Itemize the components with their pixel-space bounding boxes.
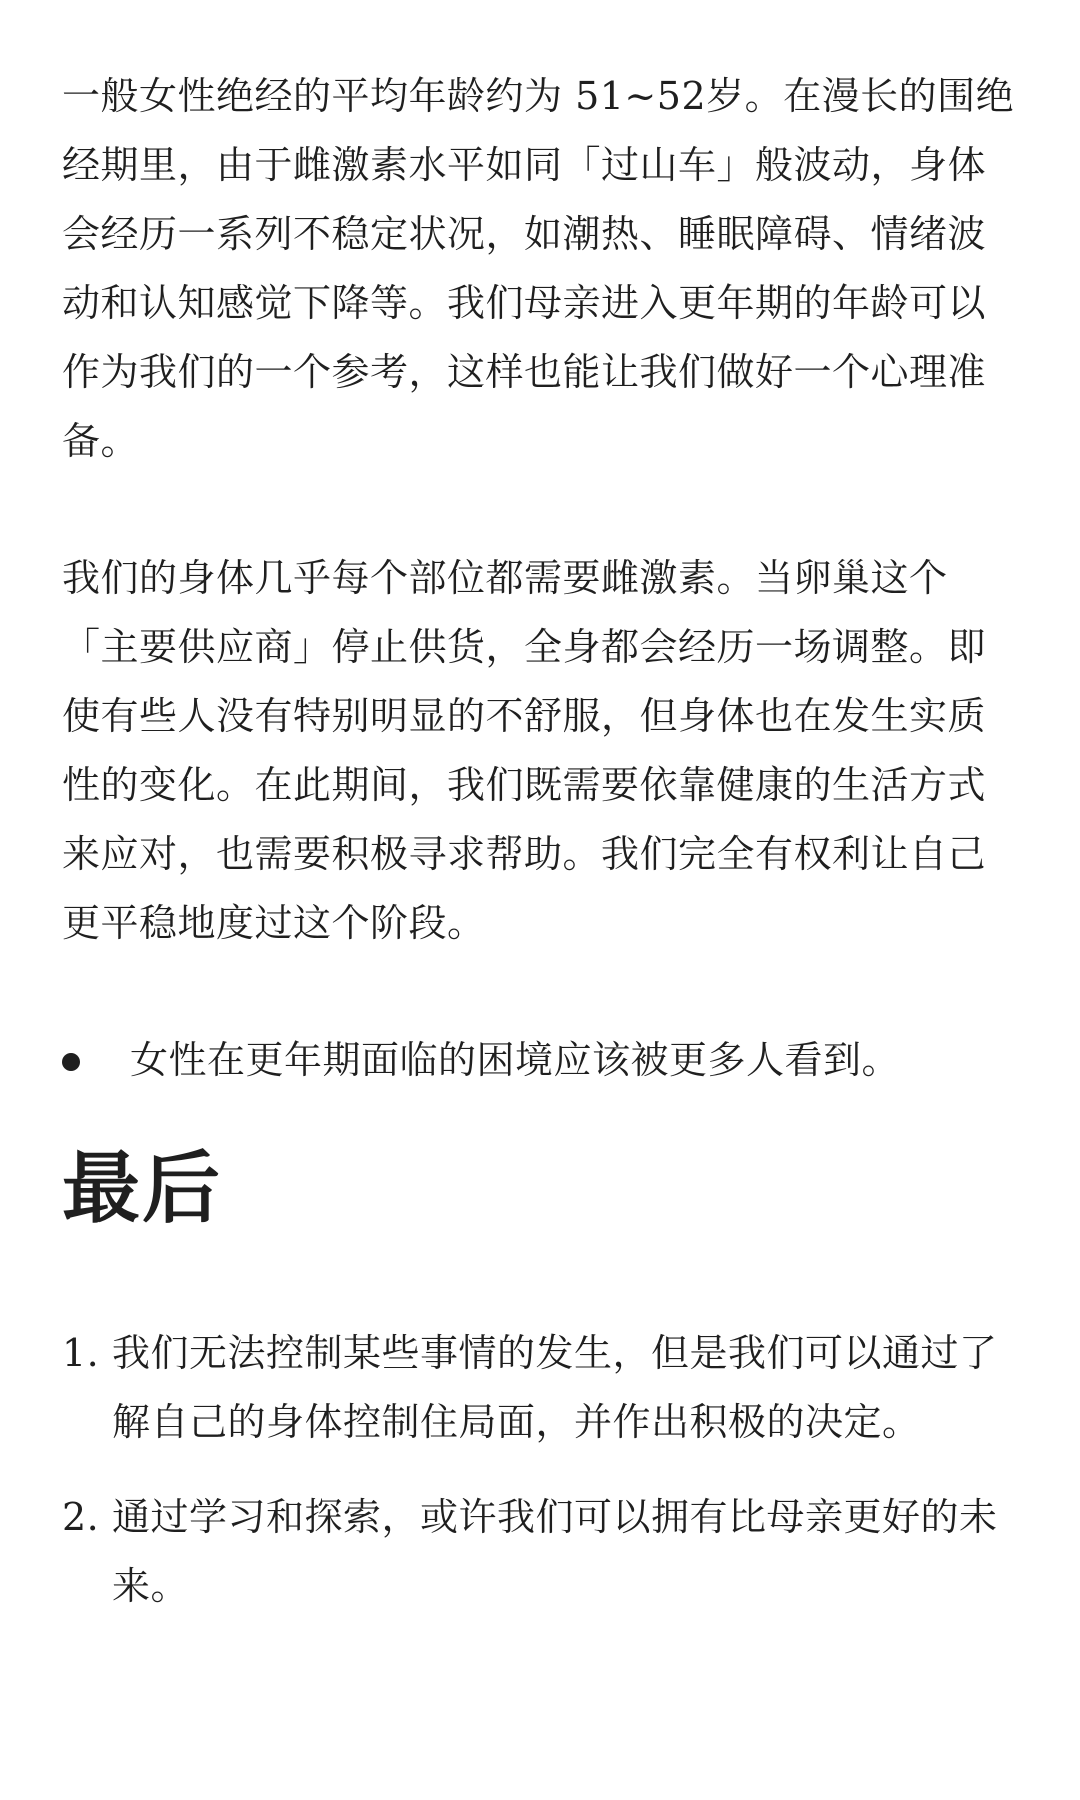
list-number: 2. — [62, 1495, 100, 1539]
paragraph-estrogen: 我们的身体几乎每个部位都需要雌激素。当卵巢这个「主要供应商」停止供货，全身都会经历一场调整。即使有些人没有特别明显的不舒服，但身体也在发生实质性的变化。在此期间，我们既需要依靠健康的生活方式来应对，也需要积极寻求帮助。我们完全有权利让自己更平稳地度过这个阶段。 — [62, 556, 987, 945]
bullet-text: 女性在更年期面临的困境应该被更多人看到。 — [130, 1038, 901, 1082]
bullet-dot-icon — [62, 1053, 80, 1071]
section-title: 最后 — [62, 1143, 223, 1234]
paragraph-menopause-age: 一般女性绝经的平均年龄约为 51~52岁。在漫长的围绝经期里，由于雌激素水平如同「过山车」般波动，身体会经历一系列不稳定状况，如潮热、睡眠障碍、情绪波动和认知感觉下降等。我们母亲进入更年期的年龄可以作为我们的一个参考，这样也能让我们做好一个心理准备。 — [62, 74, 1015, 463]
list-item — [62, 1026, 1022, 1095]
list-text: 通过学习和探索，或许我们可以拥有比母亲更好的未来。 — [112, 1495, 998, 1608]
list-number: 1. — [62, 1331, 100, 1375]
list-item — [62, 1483, 1022, 1621]
article-body — [62, 62, 1022, 1647]
list-item — [62, 1319, 1022, 1457]
list-text: 我们无法控制某些事情的发生，但是我们可以通过了解自己的身体控制住局面，并作出积极的决定。 — [112, 1331, 998, 1444]
ordered-list — [62, 1319, 1022, 1621]
bullet-list — [62, 1026, 1022, 1095]
